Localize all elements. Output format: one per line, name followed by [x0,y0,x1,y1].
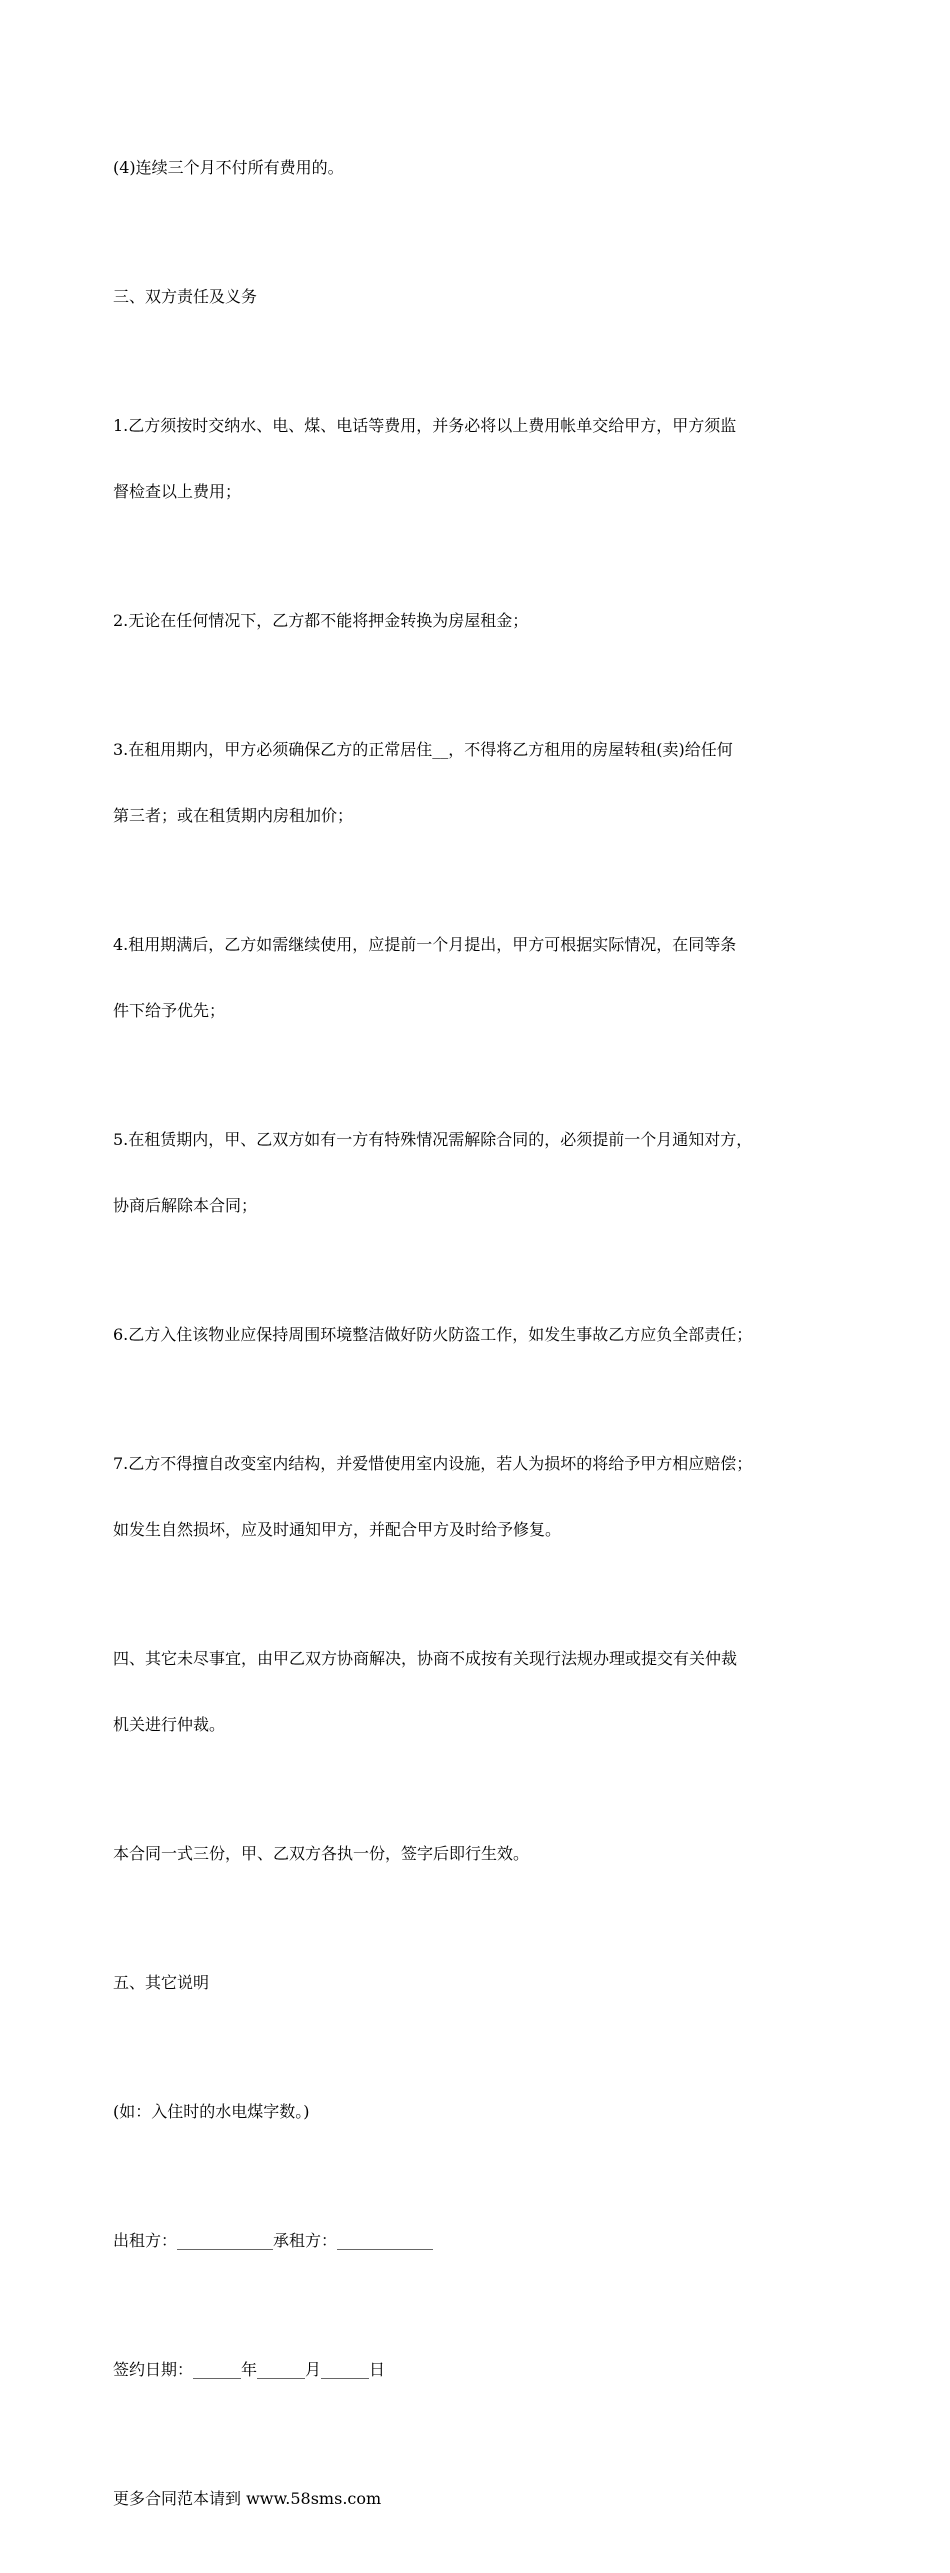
text-line: (如：入住时的水电煤字数。) [113,2102,310,2121]
clause-4-arrears [113,113,841,223]
text-line: 7.乙方不得擅自改变室内结构，并爱惜使用室内设施，若人为损坏的将给予甲方相应赔偿； [113,1454,753,1473]
duty-item-7 [113,1409,841,1585]
text-line: 机关进行仲裁。 [113,1715,226,1734]
section-heading-notes [113,1928,841,2038]
signature-parties [113,2186,841,2296]
text-line: 三、双方责任及义务 [113,287,258,306]
duty-item-3 [113,695,841,871]
duty-item-5 [113,1085,841,1261]
text-line: 5.在租赁期内，甲、乙双方如有一方有特殊情况需解除合同的，必须提前一个月通知对方， [113,1130,753,1149]
section-other-matters [113,1604,841,1780]
duty-item-1 [113,371,841,547]
notes-example [113,2057,841,2167]
text-line: 签约日期：______年______月______日 [113,2360,386,2379]
text-line: 4.租用期满后，乙方如需继续使用，应提前一个月提出，甲方可根据实际情况，在同等条 [113,935,737,954]
text-line: 6.乙方入住该物业应保持周围环境整洁做好防火防盗工作，如发生事故乙方应负全部责任； [113,1325,753,1344]
text-line: 五、其它说明 [113,1973,210,1992]
text-line: (4)连续三个月不付所有费用的。 [113,158,344,177]
duty-item-4 [113,890,841,1066]
copies-statement [113,1799,841,1909]
text-line: 督检查以上费用； [113,482,242,501]
text-line: 协商后解除本合同； [113,1196,258,1215]
text-line: 出租方：____________承租方：____________ [113,2231,434,2250]
text-line: 1.乙方须按时交纳水、电、煤、电话等费用，并务必将以上费用帐单交给甲方，甲方须监 [113,416,737,435]
text-line: 第三者；或在租赁期内房租加价； [113,806,354,825]
footer-more-templates [113,2444,841,2554]
text-line: 件下给予优先； [113,1001,226,1020]
text-line: 本合同一式三份，甲、乙双方各执一份，签字后即行生效。 [113,1844,530,1863]
document-body [113,113,841,2573]
signing-date [113,2315,841,2425]
text-line: 更多合同范本请到 www.58sms.com [113,2489,382,2508]
section-heading-responsibilities [113,242,841,352]
text-line: 3.在租用期内，甲方必须确保乙方的正常居住__，不得将乙方租用的房屋转租(卖)给任何 [113,740,733,759]
text-line: 四、其它未尽事宜，由甲乙双方协商解决，协商不成按有关现行法规办理或提交有关仲裁 [113,1649,738,1668]
duty-item-2 [113,566,841,676]
duty-item-6 [113,1280,841,1390]
text-line: 如发生自然损坏，应及时通知甲方，并配合甲方及时给予修复。 [113,1520,562,1539]
text-line: 2.无论在任何情况下，乙方都不能将押金转换为房屋租金； [113,611,529,630]
